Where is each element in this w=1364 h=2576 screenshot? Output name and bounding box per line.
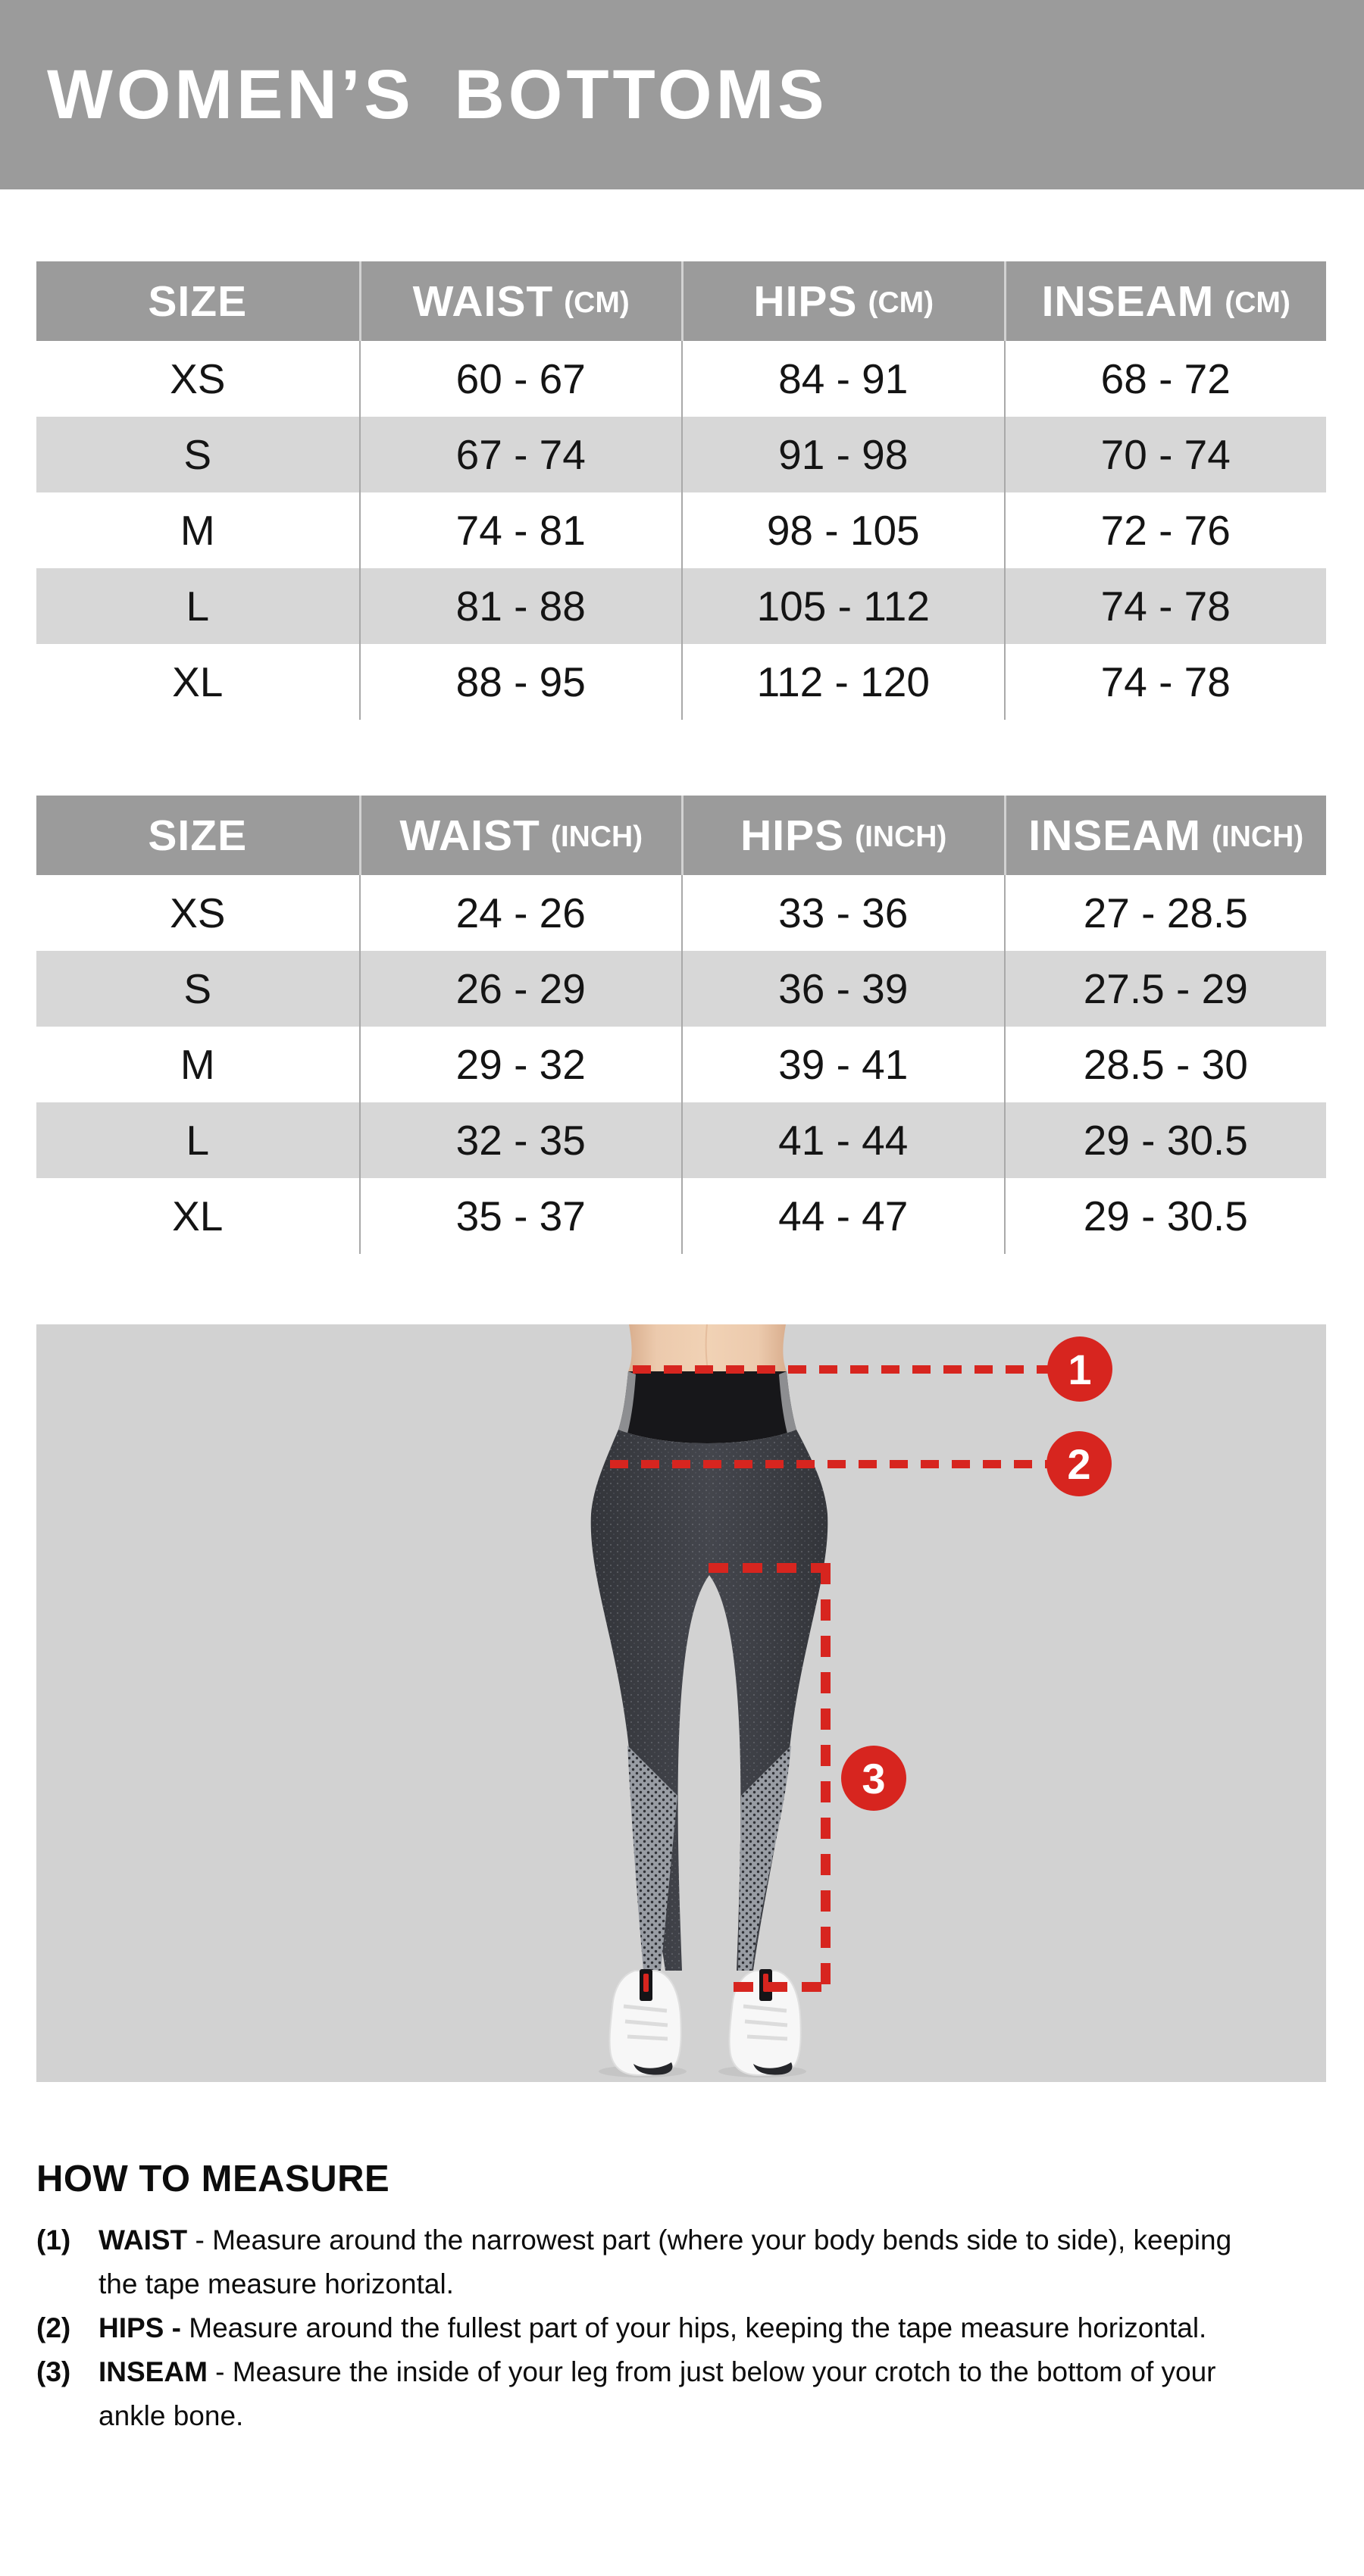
cell-waist: 60 - 67 xyxy=(359,341,682,417)
table-row xyxy=(36,492,1326,568)
table-row xyxy=(36,644,1326,720)
inseam-top-line xyxy=(709,1563,831,1573)
measure-item-hips xyxy=(36,2306,1241,2350)
cell-inseam: 29 - 30.5 xyxy=(1004,1178,1327,1254)
table-row xyxy=(36,1027,1326,1102)
cell-inseam: 28.5 - 30 xyxy=(1004,1027,1327,1102)
cell-hips: 36 - 39 xyxy=(681,951,1004,1027)
cell-waist: 67 - 74 xyxy=(359,417,682,492)
model-leggings-photo xyxy=(36,1324,1326,2082)
cell-hips: 84 - 91 xyxy=(681,341,1004,417)
hips-measure-line xyxy=(610,1460,1050,1468)
cell-inseam: 74 - 78 xyxy=(1004,644,1327,720)
cell-hips: 112 - 120 xyxy=(681,644,1004,720)
cell-hips: 33 - 36 xyxy=(681,875,1004,951)
inseam-bottom-line xyxy=(734,1982,831,1992)
cell-inseam: 72 - 76 xyxy=(1004,492,1327,568)
item-text: INSEAM - Measure the inside of your leg from just below your crotch to the bottom of your ankle bone. xyxy=(99,2356,1216,2431)
measure-item-inseam xyxy=(36,2350,1241,2438)
cell-waist: 74 - 81 xyxy=(359,492,682,568)
table-row xyxy=(36,875,1326,951)
cell-size: S xyxy=(183,965,212,1012)
cell-waist: 26 - 29 xyxy=(359,951,682,1027)
cell-hips: 44 - 47 xyxy=(681,1178,1004,1254)
cell-inseam: 68 - 72 xyxy=(1004,341,1327,417)
column-header-size: SIZE xyxy=(148,277,248,326)
item-number: (3) xyxy=(36,2356,71,2387)
column-header-hips: HIPS (CM) xyxy=(681,261,1004,341)
table-row xyxy=(36,1102,1326,1178)
cell-hips: 91 - 98 xyxy=(681,417,1004,492)
column-header-inseam: INSEAM (INCH) xyxy=(1004,796,1327,875)
cell-size: S xyxy=(183,431,212,478)
table-header-row xyxy=(36,261,1326,341)
cell-hips: 105 - 112 xyxy=(681,568,1004,644)
measure-item-waist xyxy=(36,2218,1241,2306)
cell-inseam: 29 - 30.5 xyxy=(1004,1102,1327,1178)
table-row xyxy=(36,1178,1326,1254)
cell-inseam: 27.5 - 29 xyxy=(1004,951,1327,1027)
table-header-row xyxy=(36,796,1326,875)
cell-hips: 98 - 105 xyxy=(681,492,1004,568)
cell-waist: 29 - 32 xyxy=(359,1027,682,1102)
inseam-vertical-line xyxy=(821,1563,831,1987)
cell-size: XL xyxy=(172,658,224,705)
how-to-measure-section xyxy=(36,2158,1241,2438)
measurement-diagram xyxy=(36,1324,1326,2082)
hips-callout-badge: 2 xyxy=(1046,1431,1112,1496)
table-row xyxy=(36,951,1326,1027)
waist-callout-badge: 1 xyxy=(1047,1336,1112,1402)
table-body xyxy=(36,341,1326,720)
cell-size: XL xyxy=(172,1193,224,1240)
cell-waist: 24 - 26 xyxy=(359,875,682,951)
inseam-callout-badge: 3 xyxy=(841,1746,906,1811)
cell-size: M xyxy=(180,507,215,554)
cell-waist: 32 - 35 xyxy=(359,1102,682,1178)
table-row xyxy=(36,341,1326,417)
item-text: WAIST - Measure around the narrowest part (where your body bends side to side), keeping the tape measure horizontal. xyxy=(99,2224,1232,2299)
cell-inseam: 74 - 78 xyxy=(1004,568,1327,644)
cell-waist: 81 - 88 xyxy=(359,568,682,644)
cell-waist: 35 - 37 xyxy=(359,1178,682,1254)
column-header-size: SIZE xyxy=(148,811,248,860)
item-number: (1) xyxy=(36,2224,71,2256)
waist-measure-line xyxy=(633,1365,1051,1374)
table-row xyxy=(36,568,1326,644)
cell-inseam: 27 - 28.5 xyxy=(1004,875,1327,951)
column-header-waist: WAIST (CM) xyxy=(359,261,682,341)
column-header-hips: HIPS (INCH) xyxy=(681,796,1004,875)
page-title: WOMEN’S BOTTOMS xyxy=(47,55,828,133)
column-header-waist: WAIST (INCH) xyxy=(359,796,682,875)
item-number: (2) xyxy=(36,2312,71,2343)
page-banner xyxy=(0,0,1364,189)
size-table-cm xyxy=(36,261,1326,720)
table-row xyxy=(36,417,1326,492)
size-table-inch xyxy=(36,796,1326,1254)
cell-size: M xyxy=(180,1041,215,1088)
item-text: HIPS - Measure around the fullest part of your hips, keeping the tape measure horizontal. xyxy=(99,2312,1207,2343)
left-sneaker xyxy=(610,1969,681,2075)
column-header-inseam: INSEAM (CM) xyxy=(1004,261,1327,341)
how-to-measure-heading: HOW TO MEASURE xyxy=(36,2159,390,2199)
cell-hips: 39 - 41 xyxy=(681,1027,1004,1102)
table-body xyxy=(36,875,1326,1254)
cell-size: XS xyxy=(170,889,226,936)
cell-inseam: 70 - 74 xyxy=(1004,417,1327,492)
cell-size: L xyxy=(186,583,210,630)
leggings-waistband xyxy=(618,1371,796,1443)
cell-waist: 88 - 95 xyxy=(359,644,682,720)
cell-hips: 41 - 44 xyxy=(681,1102,1004,1178)
cell-size: XS xyxy=(170,355,226,402)
cell-size: L xyxy=(186,1117,210,1164)
